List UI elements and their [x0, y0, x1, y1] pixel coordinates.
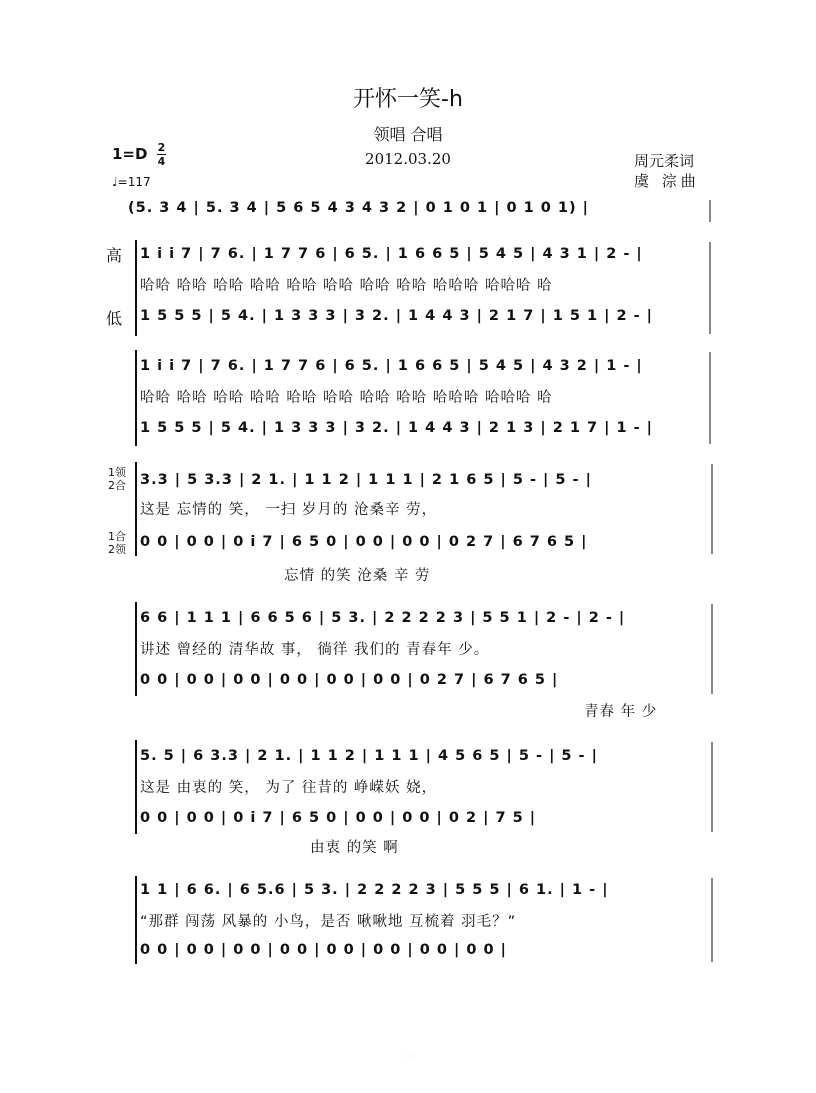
system3-high-notes: 1 i i 7 | 7 6. | 1 7 7 6 | 6 5. | 1 6 6 5 | 5 4 5 | 4 3 2 | 1 - | [140, 358, 643, 374]
tempo-marking: ♩=117 [112, 175, 151, 189]
system4-lower-notes: 0 0 | 0 0 | 0 i 7 | 6 5 0 | 0 0 | 0 0 | 0 2 7 | 6 7 6 5 | [140, 534, 588, 550]
system5-upper-notes: 6 6 | 1 1 1 | 6 6 5 6 | 5 3. | 2 2 2 2 3 | 5 5 1 | 2 - | 2 - | [140, 610, 626, 626]
system3-low-notes: 1 5 5 5 | 5 4. | 1 3 3 3 | 3 2. | 1 4 4 3 | 2 1 3 | 2 1 7 | 1 - | [140, 420, 653, 436]
system5-upper-lyrics: 讲述 曾经的 清华故 事， 徜徉 我们的 青春年 少。 [140, 642, 490, 658]
page-title: 开怀一笑-h [353, 87, 463, 112]
system4-lower-lyrics: 忘情 的笑 沧桑 辛 劳 [284, 568, 431, 584]
intro-line: (5. 3 4 | 5. 3 4 | 5 6 5 4 3 4 3 2 | 0 1 0 1 | 0 1 0 1) | [128, 200, 589, 216]
system7-upper-notes: 1 1 | 6 6. | 6 5.6 | 5 3. | 2 2 2 2 3 | 5 5 5 | 6 1. | 1 - | [140, 882, 609, 898]
lyricist: 周元柔词 [634, 152, 695, 170]
system5-lower-notes: 0 0 | 0 0 | 0 0 | 0 0 | 0 0 | 0 0 | 0 2 7 | 6 7 6 5 | [140, 672, 559, 688]
subtitle: 领唱 合唱 [373, 125, 443, 144]
system2-low-notes: 1 5 5 5 | 5 4. | 1 3 3 3 | 3 2. | 1 4 4 3 | 2 1 7 | 1 5 1 | 2 - | [140, 308, 653, 324]
system6-upper-notes: 5. 5 | 6 3.3 | 2 1. | 1 1 2 | 1 1 1 | 4 5 6 5 | 5 - | 5 - | [140, 748, 598, 764]
label-choir1: 1合 [108, 530, 126, 543]
label-lead2: 2领 [108, 543, 126, 556]
label-choir2: 2合 [108, 479, 126, 492]
time-signature-bottom: 4 [157, 155, 166, 168]
label-low: 低 [106, 309, 123, 328]
system4-upper-notes: 3.3 | 5 3.3 | 2 1. | 1 1 2 | 1 1 1 | 2 1 6 5 | 5 - | 5 - | [140, 472, 592, 488]
system2-lyrics: 哈哈 哈哈 哈哈 哈哈 哈哈 哈哈 哈哈 哈哈 哈哈哈 哈哈哈 哈 [140, 278, 553, 294]
page-footer: · · · [401, 1052, 415, 1061]
key-signature: 1=D [112, 145, 148, 163]
composer: 虞 淙曲 [634, 172, 700, 190]
label-high: 高 [106, 246, 123, 265]
system7-upper-lyrics: “那群 闯荡 风暴的 小鸟，是否 啾啾地 互梳着 羽毛？” [140, 914, 517, 930]
time-signature-top: 2 [157, 141, 166, 154]
system5-lower-lyrics: 青春 年 少 [584, 704, 658, 720]
system7-lower-notes: 0 0 | 0 0 | 0 0 | 0 0 | 0 0 | 0 0 | 0 0 | 0 0 | [140, 942, 507, 958]
system6-upper-lyrics: 这是 由衷的 笑， 为了 往昔的 峥嵘妖 娆， [140, 780, 438, 796]
system6-lower-lyrics: 由衷 的笑 啊 [310, 840, 399, 856]
date: 2012.03.20 [365, 150, 451, 168]
label-lead1: 1领 [108, 466, 126, 479]
system6-lower-notes: 0 0 | 0 0 | 0 i 7 | 6 5 0 | 0 0 | 0 0 | 0 2 | 7 5 | [140, 810, 537, 826]
system3-lyrics: 哈哈 哈哈 哈哈 哈哈 哈哈 哈哈 哈哈 哈哈 哈哈哈 哈哈哈 哈 [140, 390, 553, 406]
system4-upper-lyrics: 这是 忘情的 笑， 一扫 岁月的 沧桑辛 劳， [140, 502, 438, 518]
system2-high-notes: 1 i i 7 | 7 6. | 1 7 7 6 | 6 5. | 1 6 6 5 | 5 4 5 | 4 3 1 | 2 - | [140, 246, 643, 262]
